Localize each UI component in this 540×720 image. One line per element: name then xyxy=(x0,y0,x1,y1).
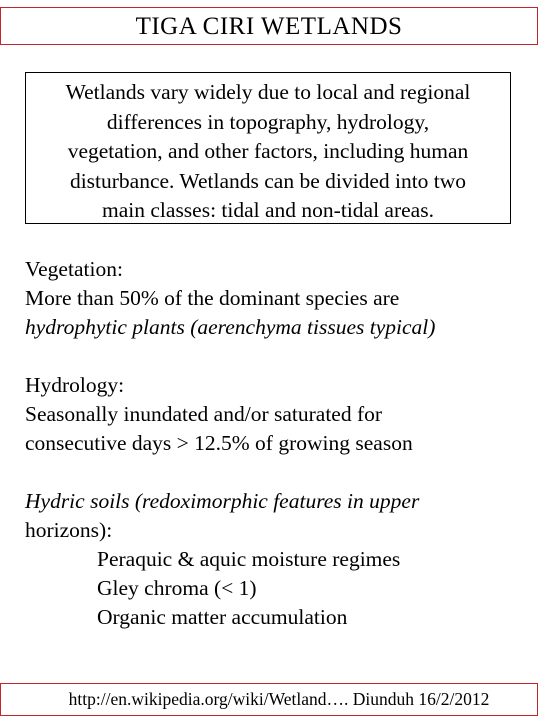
source-footer xyxy=(0,683,538,716)
spacer xyxy=(25,342,530,371)
source-link[interactable]: http://en.wikipedia.org/wiki/Wetland…. xyxy=(68,689,349,709)
title-banner xyxy=(0,7,538,45)
hydrology-heading: Hydrology: xyxy=(25,373,125,397)
intro-line: differences in topography, hydrology, xyxy=(106,109,430,134)
hydric-soils-heading-cont: horizons): xyxy=(25,518,113,542)
download-date: 16/2/2012 xyxy=(418,689,490,709)
vegetation-text-italic: hydrophytic plants (aerenchyma tissues typical) xyxy=(25,315,436,339)
hydric-soils-heading: Hydric soils (redoximorphic features in upper xyxy=(25,489,420,513)
hydric-soils-item: Gley chroma (< 1) xyxy=(97,576,257,600)
intro-line: main classes: tidal and non-tidal areas. xyxy=(102,198,434,222)
intro-line: vegetation, and other factors, including human xyxy=(67,139,469,163)
hydrology-text: Seasonally inundated and/or saturated for xyxy=(25,402,383,426)
hydric-soils-item: Peraquic & aquic moisture regimes xyxy=(97,547,401,571)
vegetation-heading: Vegetation: xyxy=(25,257,123,281)
intro-line: disturbance. Wetlands can be divided into two xyxy=(69,168,467,193)
hydrology-text: consecutive days > 12.5% of growing season xyxy=(25,431,413,455)
criteria-section xyxy=(25,255,530,632)
downloaded-label: Diunduh xyxy=(352,689,414,709)
page-title: TIGA CIRI WETLANDS xyxy=(135,13,403,40)
intro-box xyxy=(25,72,511,224)
intro-line: Wetlands vary widely due to local and regional xyxy=(65,80,471,104)
hydric-soils-item: Organic matter accumulation xyxy=(97,605,348,629)
vegetation-text: More than 50% of the dominant species are xyxy=(25,286,400,310)
spacer xyxy=(25,458,530,487)
